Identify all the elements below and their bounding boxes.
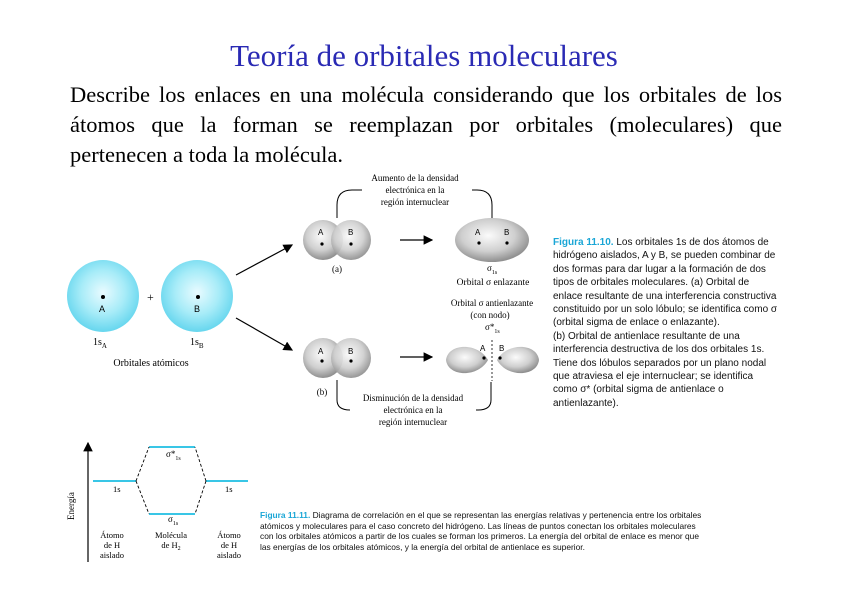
arrow-to-antibonding: [236, 318, 292, 350]
bonding-orbital-label: Orbital σ enlazante: [456, 278, 530, 288]
right-1s-label: 1s: [225, 484, 233, 494]
svg-text:B: B: [348, 228, 354, 237]
antibonding-node-label: (con nodo): [470, 310, 510, 320]
svg-text:A: A: [318, 347, 324, 356]
left-atom-line-3: aislado: [99, 550, 125, 560]
svg-text:A: A: [475, 228, 481, 237]
decrease-line-3: región internuclear: [378, 417, 448, 427]
figure-1110-caption-text: Los orbitales 1s de dos átomos de hidrógeno aislados, A y B, se pueden combinar de dos formas para dar lugar a la formación de dos tipos de orbitales moleculares. (a) Orbital de enlace resultante de una interferencia constructiva constituido por un solo lóbulo; se identifica como σ (orbital sigma de enlace o enlazante).: [553, 237, 778, 329]
molecule-line-2: de $H_2$: [161, 540, 181, 552]
svg-text:B: B: [499, 344, 505, 353]
right-atom-line-3: aislado: [216, 550, 242, 560]
overlapping-orbitals-a: [303, 220, 371, 260]
decrease-line-1: Disminución de la densidad: [362, 393, 464, 403]
label-b: (b): [316, 387, 328, 397]
increase-line-1: Aumento de la densidad: [371, 173, 459, 183]
atom-b-label: B: [194, 304, 201, 314]
decrease-line-2: electrónica en la: [383, 405, 443, 415]
energy-axis-label: Energía: [66, 492, 76, 520]
orbital-1sa: $1s_A$: [93, 337, 107, 350]
sigma-label: $\sigma_{1s}$: [168, 514, 179, 527]
increase-line-3: región internuclear: [380, 197, 450, 207]
figure-1110-caption-label: Figura 11.10.: [553, 237, 614, 248]
figure-1111-caption-text: Diagrama de correlación en el que se representan las energías relativas y pertenencia entre los orbitales atómicos y moleculares para el caso concreto del hidrógeno. Las líneas de puntos conectan los orbitales moleculares con los orbitales atómicos a partir de los cuales se forman los primeros. La energía del orbital de enlace es menor que las energías de los orbitales atómicos, y la energía del orbital de antienlace es superior.: [260, 510, 702, 552]
figure-1110-caption-text-b: (b) Orbital de antienlace resultante de una interferencia destructiva de los dos orbitales 1s. Tiene dos lóbulos separados por un plano nodal que atraviesa el eje internuclear; se identifica como σ* (orbital sigma de antienlace o antienlazante).: [553, 330, 767, 409]
slide-title: Teoría de orbitales moleculares: [230, 38, 618, 73]
label-a: (a): [332, 264, 342, 274]
arrow-to-bonding: [236, 245, 292, 275]
svg-text:A: A: [318, 228, 324, 237]
orbital-1sb: $1s_B$: [190, 337, 204, 350]
atomic-orbital-b: [161, 260, 233, 332]
atomic-orbital-a: [67, 260, 139, 332]
right-atom-line-1: Átomo: [217, 530, 241, 540]
atom-a-label: A: [99, 304, 106, 314]
increase-line-2: electrónica en la: [385, 185, 445, 195]
bonding-orbital-shape: [455, 218, 529, 262]
svg-text:B: B: [348, 347, 354, 356]
figure-1110-caption: [553, 236, 779, 410]
right-atom-line-2: de H: [220, 540, 238, 550]
molecule-line-1: Molécula: [154, 530, 188, 540]
figure-1111-caption-label: Figura 11.11.: [260, 510, 311, 520]
sigma-star-label: $\sigma*_{1s}$: [166, 449, 181, 462]
svg-text:A: A: [480, 344, 486, 353]
overlapping-orbitals-b: [303, 338, 371, 378]
antibonding-orbital-shape: [446, 340, 539, 381]
intro-paragraph: Describe los enlaces en una molécula considerando que los orbitales de los átomos que la forman se reemplazan por orbitales (moleculares) que pertenecen a toda la molécula.: [70, 82, 782, 167]
atomic-orbitals-label: Orbitales atómicos: [113, 358, 189, 369]
left-atom-line-2: de H: [103, 540, 121, 550]
left-1s-label: 1s: [113, 484, 121, 494]
figure-1111-caption: [260, 510, 710, 552]
left-atom-line-1: Átomo: [100, 530, 124, 540]
sigma-1s-antibonding: $\sigma*_{1s}$: [485, 322, 500, 335]
svg-text:B: B: [504, 228, 510, 237]
antibonding-label: Orbital σ antienlazante: [450, 298, 534, 308]
sigma-1s-bonding: $\sigma_{1s}$: [487, 263, 498, 276]
plus-sign: +: [147, 290, 154, 304]
